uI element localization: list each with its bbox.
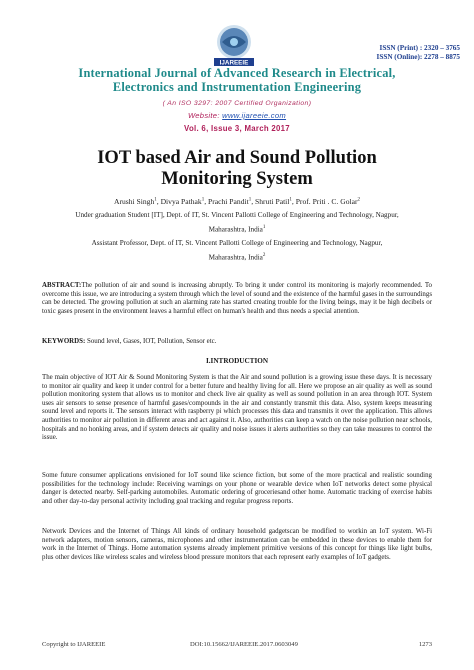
volume-issue: Vol. 6, Issue 3, March 2017	[184, 124, 290, 133]
affiliation-1-line2: Maharashtra, India	[208, 225, 263, 234]
author-name: Divya Pathak	[160, 197, 202, 206]
keywords-text: Sound level, Gases, IOT, Pollution, Sensor etc.	[85, 338, 217, 345]
author-mark: 1	[289, 197, 292, 203]
keywords	[42, 338, 432, 347]
website-line	[0, 111, 474, 120]
author-name: Prachi Pandit	[208, 197, 249, 206]
author-name: Prof. Priti . C. Golar	[295, 197, 358, 206]
abstract-label: ABSTRACT:	[42, 282, 82, 289]
footer-page-number: 1273	[418, 641, 432, 648]
section-heading: I.INTRODUCTION	[205, 357, 269, 365]
author-mark: 2	[357, 197, 361, 203]
author-name: Arushi Singh	[113, 197, 155, 206]
issn-block	[377, 44, 460, 62]
logo-text: IJAREEIE	[219, 59, 249, 67]
paper-title	[0, 148, 474, 190]
certification: ( An ISO 3297: 2007 Certified Organization)	[162, 100, 312, 107]
issn-print: ISSN (Print) : 2320 – 3765	[379, 44, 460, 52]
journal-logo	[208, 22, 260, 68]
keywords-label: KEYWORDS:	[42, 338, 86, 345]
author-mark: 1	[154, 197, 157, 203]
issn-online: ISSN (Online): 2278 – 8875	[376, 53, 460, 61]
footer-doi: DOI:10.15662/IJAREEIE.2017.0603049	[190, 641, 298, 648]
author-name: Shruti Patil	[255, 197, 290, 206]
abstract-text: The pollution of air and sound is increasing abruptly. To bring it under control its monitoring is majorly recommended. To overcome this issue, we are introducing a system through which the level of sound and the existence of the harmful gases in the surroundings can be detected. The growing pollution at such an alarming rate has started creating trouble for the living beings, may it be high decibels or toxic gases present in the environment leaves a harmful effect on human's health and thus needs a special attention.	[42, 282, 432, 315]
website-link[interactable]: www.ijareeie.com	[222, 111, 287, 120]
journal-title-line2: Electronics and Instrumentation Engineering	[112, 80, 362, 94]
paper-title-line2: Monitoring System	[161, 169, 313, 189]
intro-paragraph-2: Some future consumer applications envisioned for IoT sound like science fiction, but some of the more practical and realistic sounding possibilities for the technology include: Receiving warnings on your phone or wearable device when IoT networks detect some physical danger is detected nearby. Self-parking automobiles. Automatic ordering of groceriesand other home. Automatic tracking of exercise habits and other day-to-day personal activity including goal tracking and regular progress reports.	[42, 472, 432, 505]
footer-copyright: Copyright to IJAREEIE	[42, 641, 106, 648]
paper-title-line1: IOT based Air and Sound Pollution	[97, 148, 377, 168]
affiliation-2	[40, 238, 434, 262]
affiliation-1-line1: Under graduation Student [IT], Dept. of IT, St. Vincent Pallotti College of Engineering and Technology, Nagpur,	[75, 211, 399, 219]
affiliation-2-line1: Assistant Professor, Dept. of IT, St. Vincent Pallotti College of Engineering and Technology, Nagpur,	[91, 239, 383, 247]
author-mark: 1	[201, 197, 205, 203]
website-label: Website:	[187, 111, 223, 120]
affiliation-2-line2: Maharashtra, India	[208, 253, 263, 262]
author-list: Arushi Singh$^1$, Divya Pathak$^1$, Prachi Pandit$^1$, Shruti Patil$^1$, Prof. Priti . C. Golar$^2$	[113, 197, 361, 206]
journal-title	[30, 66, 444, 94]
abstract	[42, 282, 432, 316]
affiliation-2-mark: 2	[262, 253, 266, 258]
intro-paragraph-1: The main objective of IOT Air & Sound Monitoring System is that the Air and sound pollution is a growing issue these days. It is necessary to monitor air quality and keep it under control for a better future and healthy living for all. Here we propose an air quality as well as sound pollution monitoring system that allows us to monitor and check live air quality as well as sound pollution in an area through IOT. System uses air sensors to sense presence of harmful gases/compounds in the air and constantly transmit this data. Also, system keeps measuring sound level and reports it. The sensors interact with raspberry pi which processes this data and transmits it over the application. This allows authorities to monitor air pollution in different areas and act against it. Also, authorities can keep a watch on the noise pollution near schools, hospitals and no honking areas, and if system detects air quality and noise issues it alerts authorities so they can take measures to control the issue.	[42, 374, 432, 442]
author-mark: 1	[248, 197, 252, 203]
affiliation-1-mark: 1	[262, 225, 266, 230]
intro-paragraph-3: Network Devices and the Internet of Things All kinds of ordinary household gadgetscan be modified to workin an IoT system. Wi-Fi network adapters, motion sensors, cameras, microphones and other instrumentation can be embedded in these devices to enable them for work in the Internet of Things. Home automation systems already implement primitive versions of this concept for things like light bulbs, plus other devices like wireless scales and wireless blood pressure monitors that each represent early examples of IoT gadgets.	[42, 528, 432, 561]
journal-title-line1: International Journal of Advanced Research in Electrical,	[78, 66, 396, 80]
affiliation-1	[40, 210, 434, 234]
